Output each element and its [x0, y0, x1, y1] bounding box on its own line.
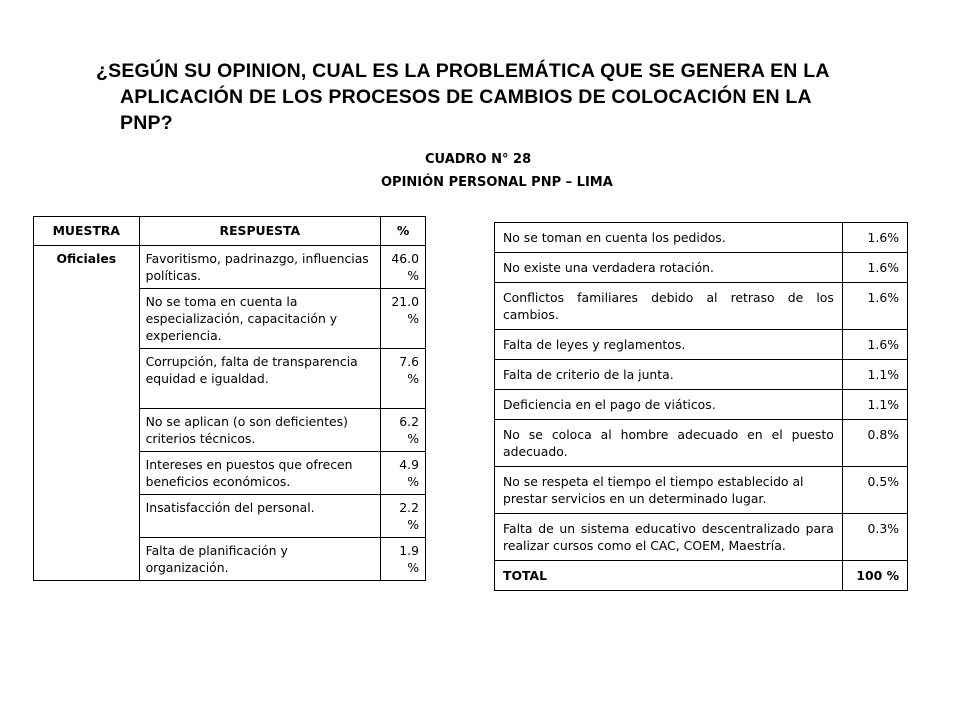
percent-cell: 1.6%: [842, 330, 907, 360]
percent-cell: 1.6%: [842, 223, 907, 253]
table-row: [495, 420, 908, 467]
question-line-2: APLICACIÓN DE LOS PROCESOS DE CAMBIOS DE COLOCACIÓN EN LA: [120, 86, 812, 108]
table-row: [495, 514, 908, 561]
percent-cell: 1.1%: [842, 390, 907, 420]
respuesta-cell: No existe una verdadera rotación.: [495, 253, 843, 283]
table-row: [495, 467, 908, 514]
respuesta-cell: Corrupción, falta de transparencia equidad e igualdad.: [139, 349, 380, 409]
muestra-cell: Oficiales: [34, 246, 140, 581]
table-row: [495, 253, 908, 283]
table-subtitle: OPINIÓN PERSONAL PNP – LIMA: [381, 175, 613, 190]
percent-cell: 2.2 %: [381, 495, 426, 538]
percent-cell: 21.0 %: [381, 289, 426, 349]
header-muestra: MUESTRA: [34, 217, 140, 246]
respuesta-cell: Favoritismo, padrinazgo, influencias políticas.: [139, 246, 380, 289]
respuesta-cell: Falta de criterio de la junta.: [495, 360, 843, 390]
left-table: [33, 216, 426, 581]
respuesta-cell: No se aplican (o son deficientes) criterios técnicos.: [139, 409, 380, 452]
respuesta-cell: No se coloca al hombre adecuado en el puesto adecuado.: [495, 420, 843, 467]
percent-cell: 0.8%: [842, 420, 907, 467]
respuesta-cell: No se toma en cuenta la especialización, capacitación y experiencia.: [139, 289, 380, 349]
respuesta-cell: Falta de un sistema educativo descentralizado para realizar cursos como el CAC, COEM, Maestría.: [495, 514, 843, 561]
respuesta-cell: No se toman en cuenta los pedidos.: [495, 223, 843, 253]
question-heading: [96, 58, 896, 136]
respuesta-cell: Deficiencia en el pago de viáticos.: [495, 390, 843, 420]
table-row: [495, 223, 908, 253]
question-line-1: ¿SEGÚN SU OPINION, CUAL ES LA PROBLEMÁTICA QUE SE GENERA EN LA: [96, 60, 830, 82]
percent-cell: 0.5%: [842, 467, 907, 514]
total-value: 100 %: [842, 561, 907, 591]
table-row: [495, 330, 908, 360]
header-percent: %: [381, 217, 426, 246]
table-row: [34, 246, 426, 289]
table-row: [495, 360, 908, 390]
percent-cell: 1.1%: [842, 360, 907, 390]
header-respuesta: RESPUESTA: [139, 217, 380, 246]
percent-cell: 1.9 %: [381, 538, 426, 581]
table-header-row: [34, 217, 426, 246]
question-line-3: PNP?: [120, 112, 173, 134]
percent-cell: 0.3%: [842, 514, 907, 561]
respuesta-cell: No se respeta el tiempo el tiempo establecido al prestar servicios en un determinado lugar.: [495, 467, 843, 514]
respuesta-cell: Falta de leyes y reglamentos.: [495, 330, 843, 360]
total-row: [495, 561, 908, 591]
total-label: TOTAL: [495, 561, 843, 591]
table-row: [495, 283, 908, 330]
table-row: [495, 390, 908, 420]
percent-cell: 1.6%: [842, 283, 907, 330]
percent-cell: 6.2 %: [381, 409, 426, 452]
percent-cell: 7.6 %: [381, 349, 426, 409]
percent-cell: 1.6%: [842, 253, 907, 283]
right-table: [494, 222, 908, 591]
respuesta-cell: Insatisfacción del personal.: [139, 495, 380, 538]
respuesta-cell: Conflictos familiares debido al retraso de los cambios.: [495, 283, 843, 330]
respuesta-cell: Intereses en puestos que ofrecen beneficios económicos.: [139, 452, 380, 495]
percent-cell: 4.9 %: [381, 452, 426, 495]
respuesta-cell: Falta de planificación y organización.: [139, 538, 380, 581]
percent-cell: 46.0 %: [381, 246, 426, 289]
table-number: CUADRO N° 28: [425, 152, 532, 167]
